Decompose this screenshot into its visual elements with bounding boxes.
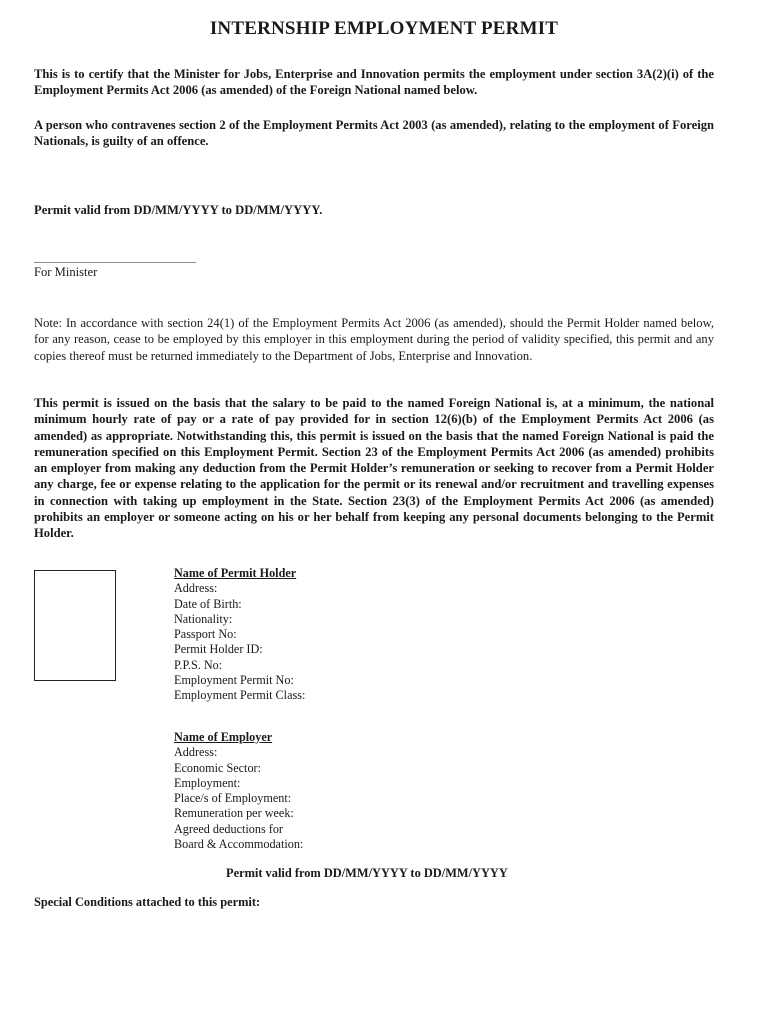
employer-field-sector: Economic Sector:: [174, 760, 261, 775]
special-conditions-label: Special Conditions attached to this permit:: [34, 895, 261, 909]
holder-field-permit-no: Employment Permit No:: [174, 673, 294, 688]
holder-field-passport: Passport No:: [174, 627, 237, 642]
permit-holder-block: [174, 566, 305, 704]
employer-field-remuneration: Remuneration per week:: [174, 806, 294, 821]
photo-box: [34, 570, 116, 681]
holder-field-address: Address:: [174, 581, 218, 596]
holder-field-dob: Date of Birth:: [174, 596, 242, 611]
employer-field-deductions: Agreed deductions for: [174, 821, 283, 836]
permit-validity-2: Permit valid from DD/MM/YYYY to DD/MM/YYYY: [226, 866, 508, 880]
signature-line: [34, 262, 196, 263]
employer-header: Name of Employer: [174, 730, 273, 744]
holder-field-permit-class: Employment Permit Class:: [174, 688, 306, 703]
employer-field-address: Address:: [174, 745, 218, 760]
employer-block: [174, 730, 303, 852]
employer-field-board: Board & Accommodation:: [174, 837, 304, 852]
offence-paragraph: A person who contravenes section 2 of the Employment Permits Act 2003 (as amended), relating to the employment of Foreign Nationals, is guilty of an offence.: [34, 118, 714, 149]
certify-paragraph: This is to certify that the Minister for Jobs, Enterprise and Innovation permits the employment under section 3A(2)(i) of the Employment Permits Act 2006 (as amended) of the Foreign National named below.: [34, 67, 714, 98]
signature-label: For Minister: [34, 265, 98, 279]
holder-field-pps: P.P.S. No:: [174, 657, 223, 672]
permit-validity: Permit valid from DD/MM/YYYY to DD/MM/YYYY.: [34, 203, 323, 217]
holder-field-nationality: Nationality:: [174, 611, 233, 626]
salary-paragraph: This permit is issued on the basis that the salary to be paid to the named Foreign National is, at a minimum, the national minimum hourly rate of pay or a rate of pay provided for in section 12(6)(b) of the Employment Permits Act 2006 (as amended) as appropriate. Notwithstanding this, this permit is issued on the basis that the named Foreign National is paid the remuneration specified on this Employment Permit. Section 23 of the Employment Permits Act 2006 (as amended) prohibits an employer from making any deduction from the Permit Holder’s remuneration or seeking to recover from a Permit Holder any charge, fee or expense relating to the application for the permit or its renewal and/or recruitment and travelling expenses in connection with taking up employment in the State. Section 23(3) of the Employment Permits Act 2006 (as amended) prohibits an employer or someone acting on his or her behalf from keeping any personal documents belonging to the Permit Holder.: [34, 396, 714, 541]
employer-field-place: Place/s of Employment:: [174, 791, 292, 806]
note-paragraph: Note: In accordance with section 24(1) of the Employment Permits Act 2006 (as amended), should the Permit Holder named below, for any reason, cease to be employed by this employer in this employment during the period of validity specified, this permit and any copies thereof must be returned immediately to the Department of Jobs, Enterprise and Innovation.: [34, 316, 714, 363]
permit-holder-header: Name of Permit Holder: [174, 566, 297, 580]
holder-field-permit-holder-id: Permit Holder ID:: [174, 642, 263, 657]
document-title: INTERNSHIP EMPLOYMENT PERMIT: [209, 18, 559, 39]
employer-field-employment: Employment:: [174, 775, 241, 790]
